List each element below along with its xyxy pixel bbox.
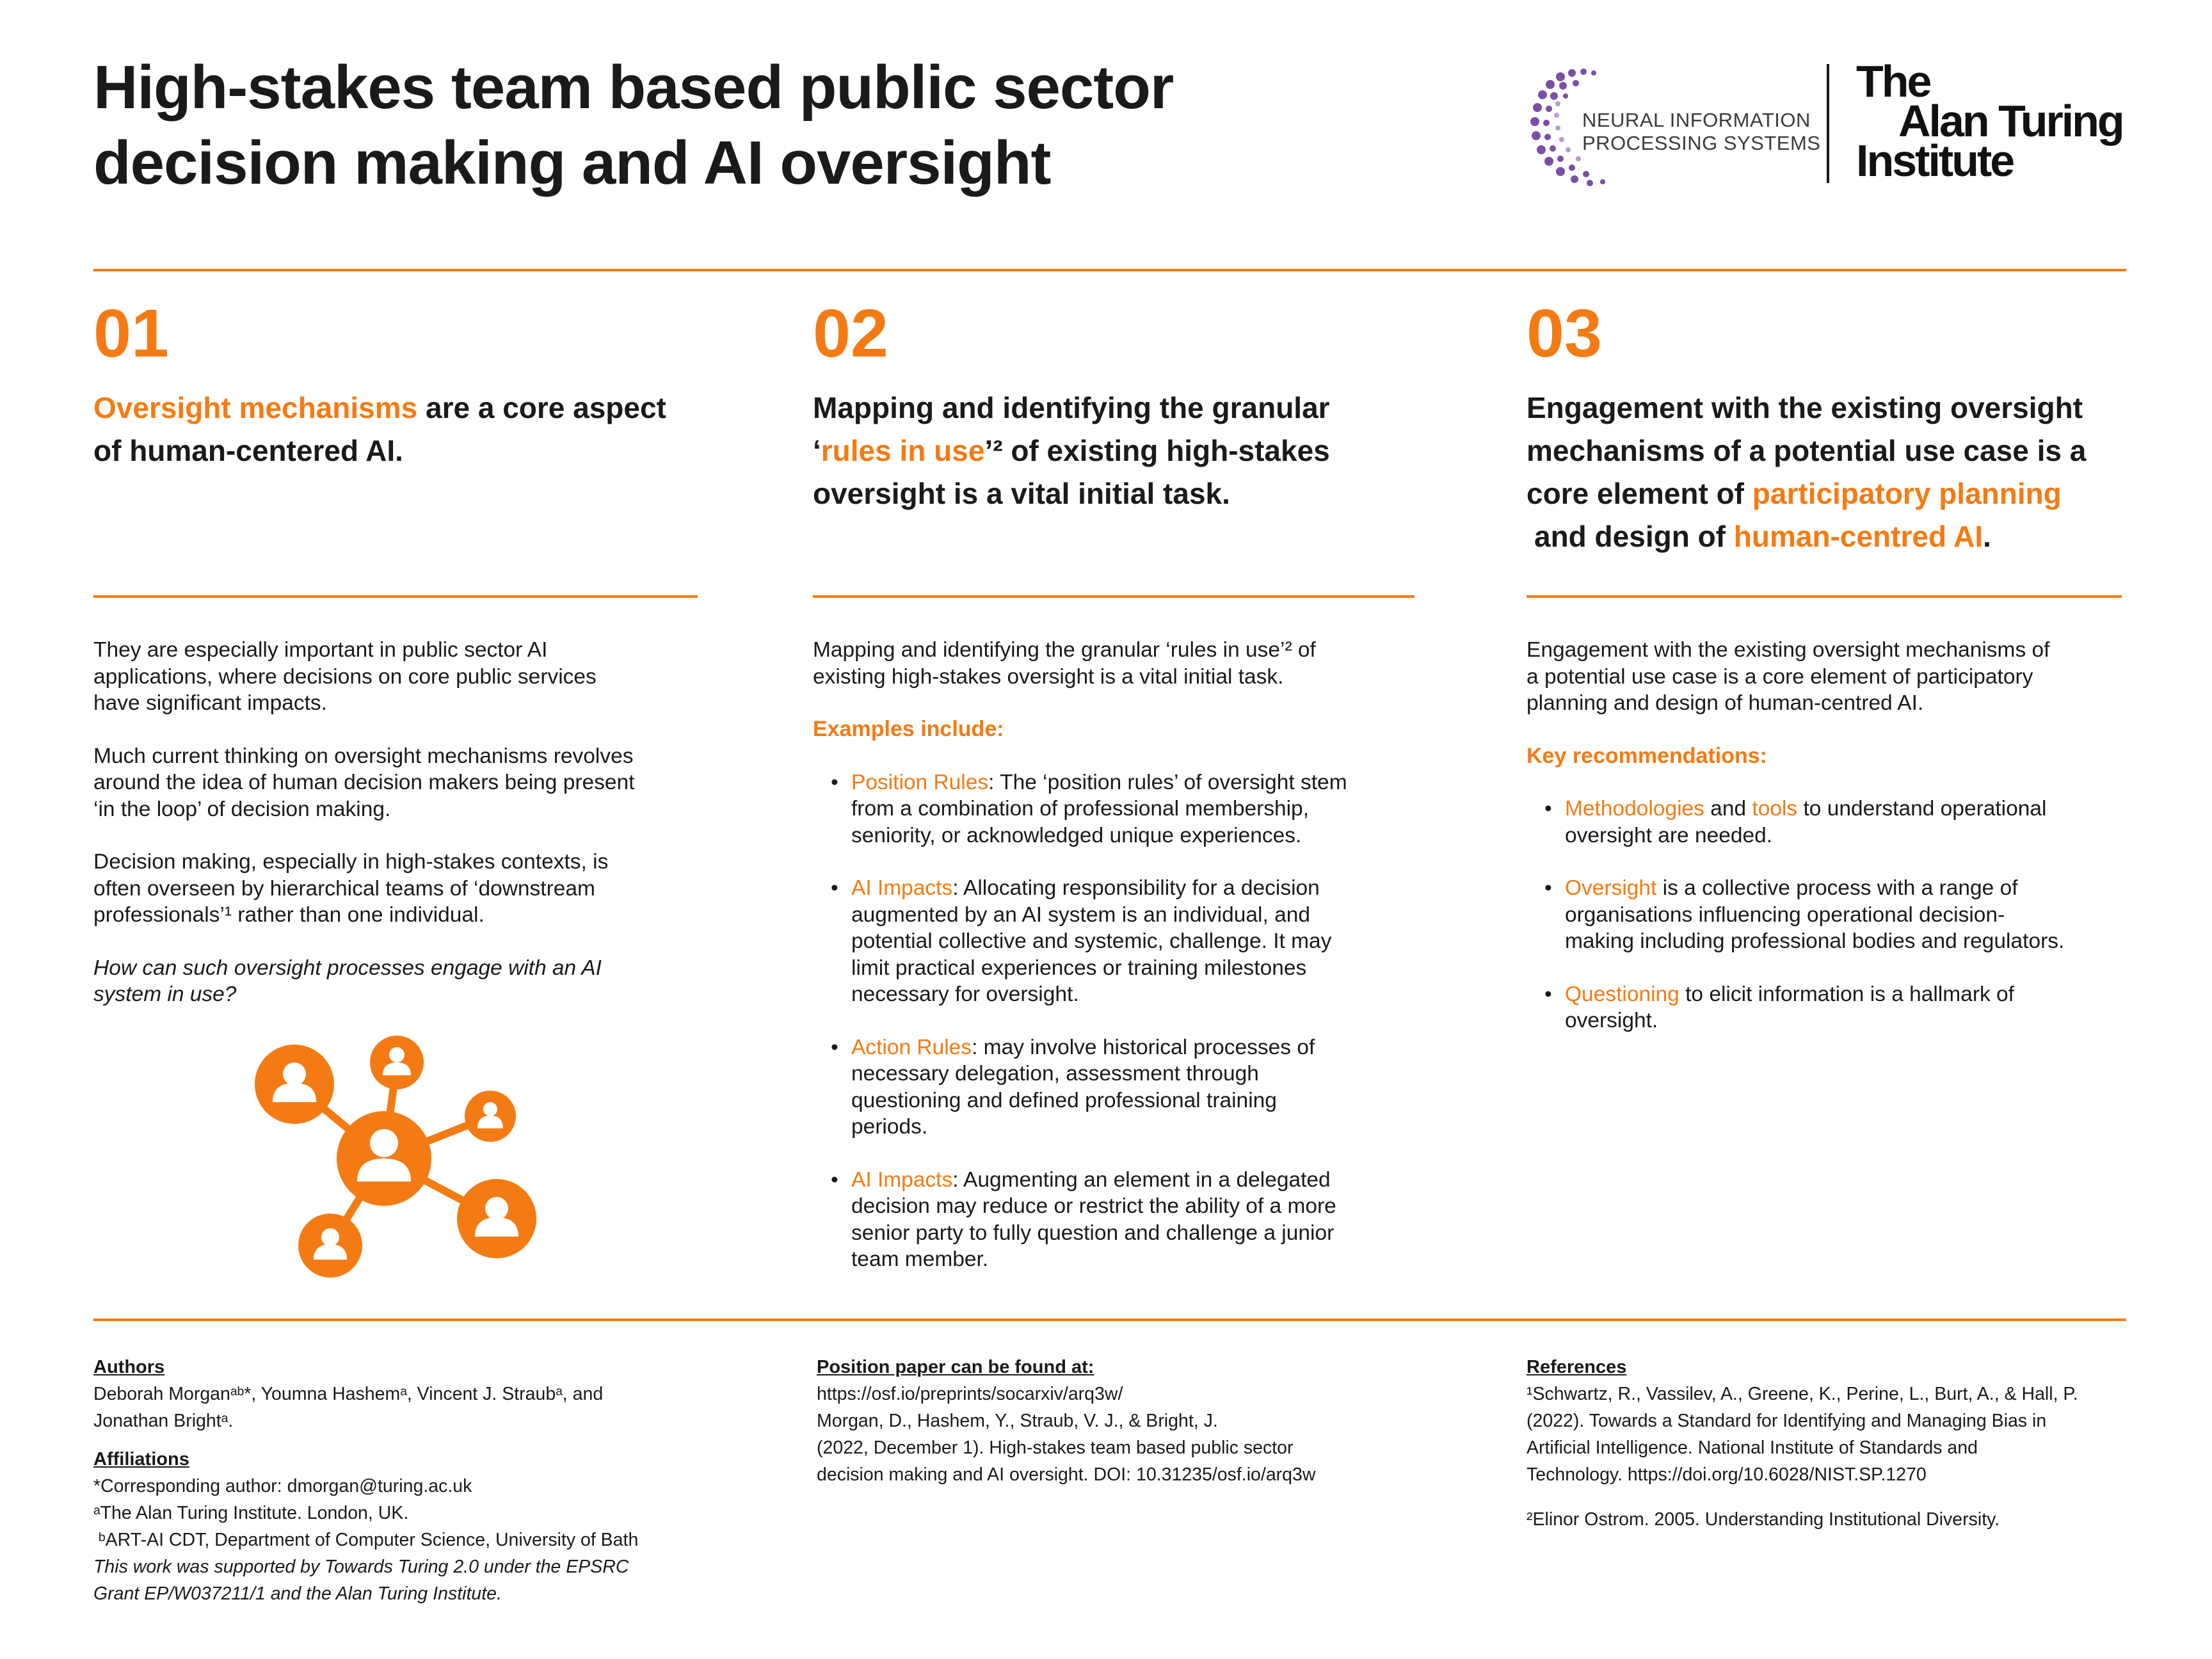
top-divider [93,269,2126,271]
text-line: to understand operational [1797,797,2047,821]
paragraph [93,637,733,717]
section-number: 01 [93,296,169,371]
text-line: and [1704,797,1752,821]
text-line: applications, where decisions on core public services [93,664,597,689]
text-line: seniority, or acknowledged unique experiences. [851,823,1302,847]
turing-line: Institute [1856,136,2014,186]
text-line: ‘in the loop’ of decision making. [93,797,391,821]
text-line: *Corresponding author: dmorgan@turing.ac.uk [93,1476,472,1496]
text-line: Morgan, D., Hashem, Y., Straub, V. J., & Bright, J. [817,1411,1218,1431]
section-heading [1527,387,2086,558]
text-line: team member. [851,1247,989,1271]
heading-text: Mapping and identifying the granular [813,391,1330,424]
bullet-icon: • [831,770,838,794]
heading-text: and design of [1534,520,1734,553]
turing-wordmark [1856,56,2123,186]
text-line: to elicit information is a hallmark of [1679,982,2014,1006]
text-line: Jonathan Brightᵃ. [93,1411,234,1431]
neurips-line: PROCESSING SYSTEMS [1582,132,1821,154]
logo-divider [1827,64,1829,183]
section-body [93,637,733,1008]
text-line: limit practical experiences or training milestones [851,956,1307,980]
affiliations-heading: Affiliations [93,1449,189,1470]
text-line: (2022). Towards a Standard for Identifying and Managing Bias in [1527,1411,2047,1431]
bullet-term: Action Rules [851,1035,972,1059]
section-body [1527,637,2167,1034]
heading-text: ‘ [813,434,821,467]
text-line: periods. [851,1115,928,1139]
text-line: : Allocating responsibility for a decision [952,876,1320,900]
text-line: planning and design of human-centred AI. [1527,691,1924,715]
heading-text: mechanisms of a potential use case is a [1527,434,2087,467]
recommendations-subheading: Key recommendations: [1527,743,1767,768]
bullet-term: AI Impacts [851,876,953,900]
text-line: system in use? [93,982,237,1006]
text-line: Deborah Morganᵃᵇ*, Youmna Hashemᵃ, Vincent J. Straubᵃ, and [93,1384,604,1404]
bullet-icon: • [1544,982,1552,1006]
text-line: oversight are needed. [1565,823,1773,847]
text-line: decision may reduce or restrict the ability of a more [851,1194,1336,1218]
text-line: necessary for oversight. [851,982,1079,1006]
text-line: : Augmenting an element in a delegated [952,1167,1331,1192]
text-line: from a combination of professional membership, [851,797,1309,821]
heading-highlight: human-centred AI [1733,520,1984,553]
text-line: often overseen by hierarchical teams of ‘downstream [93,876,595,901]
heading-text: of human-centered AI. [93,434,403,467]
text-line: a potential use case is a core element of participatory [1527,664,2033,689]
text-line: augmented by an AI system is an individual, and [851,902,1310,927]
bullet-term: Questioning [1565,982,1679,1006]
heading-text: ’² of existing high-stakes [984,434,1330,467]
heading-text: are a core aspect [417,391,666,424]
heading-text: core element of [1527,477,1752,510]
authors-heading: Authors [93,1357,165,1377]
section-number: 03 [1527,296,1602,371]
text-line: ¹Schwartz, R., Vassilev, A., Greene, K., Perine, L., Burt, A., & Hall, P. [1527,1384,2078,1404]
paragraph [93,849,733,929]
text-line: Artificial Intelligence. National Institute of Standards and [1527,1438,1978,1458]
turing-line: Alan Turing [1898,96,2123,146]
heading-highlight: rules in use [821,434,985,467]
turing-line: The [1856,56,1930,106]
text-line: decision making and AI oversight. DOI: 10.31235/osf.io/arq3w [817,1464,1316,1485]
text-line: existing high-stakes oversight is a vital initial task. [813,664,1284,689]
list-item [1527,796,2167,849]
text-line: Decision making, especially in high-stakes contexts, is [93,850,609,874]
bullet-term: AI Impacts [851,1167,953,1192]
bullet-term: Methodologies [1565,797,1704,821]
text-line: Much current thinking on oversight mechanisms revolves [93,744,634,768]
list-item [813,769,1453,849]
text-line: oversight. [1565,1009,1658,1032]
section-divider [1527,595,2122,598]
logos [1530,56,2131,189]
bullet-icon: • [831,1035,838,1059]
references-block [1527,1354,2128,1533]
paragraph [1527,637,2167,717]
paragraph [813,637,1453,690]
text-line: Mapping and identifying the granular ‘rules in use’² of [813,638,1316,662]
heading-highlight: Oversight mechanisms [93,391,418,424]
title-line: High-stakes team based public sector [93,53,1174,122]
text-line: Technology. https://doi.org/10.6028/NIST.SP.1270 [1527,1464,1927,1485]
list-item [1527,875,2167,955]
text-line: How can such oversight processes engage with an AI [93,956,602,980]
text-line: Grant EP/W037211/1 and the Alan Turing Institute. [93,1583,502,1604]
examples-subheading: Examples include: [813,717,1004,741]
text-line: : may involve historical processes of [972,1035,1315,1059]
bullet-term: Position Rules [851,770,989,794]
question-paragraph [93,955,733,1008]
authors-block [93,1354,772,1607]
bullet-icon: • [831,876,838,900]
heading-text: Engagement with the existing oversight [1527,391,2083,424]
text-line: potential collective and systemic, challenge. It may [851,929,1332,953]
section-number: 02 [813,296,888,371]
section-divider [93,595,698,598]
paragraph [93,743,733,823]
neurips-line: NEURAL INFORMATION [1582,109,1811,131]
team-network-icon [250,1024,544,1286]
bottom-divider [93,1318,2126,1321]
heading-text: . [1983,520,1991,553]
text-line: (2022, December 1). High-stakes team based public sector [817,1438,1294,1458]
bullet-icon: • [831,1167,838,1192]
text-line: senior party to fully question and challenge a junior [851,1221,1334,1245]
text-line: ᵃThe Alan Turing Institute. London, UK. [93,1503,409,1523]
text-line: They are especially important in public sector AI [93,638,548,662]
list-item [813,1167,1453,1273]
section-divider [813,595,1415,598]
text-line: ᵇART-AI CDT, Department of Computer Science, University of Bath [93,1530,639,1550]
bullet-icon: • [1544,797,1552,821]
text-line: This work was supported by Towards Turing 2.0 under the EPSRC [93,1557,629,1577]
list-item [813,875,1453,1008]
heading-highlight: participatory planning [1752,477,2062,510]
bullet-term: Oversight [1565,876,1657,900]
text-line: necessary delegation, assessment through [851,1062,1259,1086]
section-heading [93,387,666,472]
references-heading: References [1527,1357,1627,1377]
text-line: Engagement with the existing oversight mechanisms of [1527,638,2050,662]
text-line: around the idea of human decision makers being present [93,771,635,794]
text-line: : The ‘position rules’ of oversight stem [988,770,1347,794]
title-line: decision making and AI oversight [93,129,1051,197]
list-item [1527,981,2167,1034]
text-line: organisations influencing operational decision- [1565,902,2005,927]
position-paper-heading: Position paper can be found at: [817,1357,1094,1377]
text-line: is a collective process with a range of [1656,876,2018,900]
bullet-term: tools [1752,797,1798,821]
text-line: questioning and defined professional training [851,1088,1277,1112]
list-item [813,1034,1453,1141]
heading-text: oversight is a vital initial task. [813,477,1230,510]
bullet-icon: • [1544,876,1552,900]
text-line: making including professional bodies and regulators. [1565,929,2065,953]
section-body [813,637,1453,1273]
paper-link[interactable]: https://osf.io/preprints/socarxiv/arq3w/ [817,1384,1123,1404]
text-line: have significant impacts. [93,691,327,715]
text-line: professionals’¹ rather than one individual. [93,903,485,927]
section-heading [813,387,1330,515]
position-paper-block [817,1354,1457,1488]
text-line: ²Elinor Ostrom. 2005. Understanding Institutional Diversity. [1527,1509,2000,1530]
neurips-wordmark [1582,109,1820,155]
poster-title [93,50,1246,201]
